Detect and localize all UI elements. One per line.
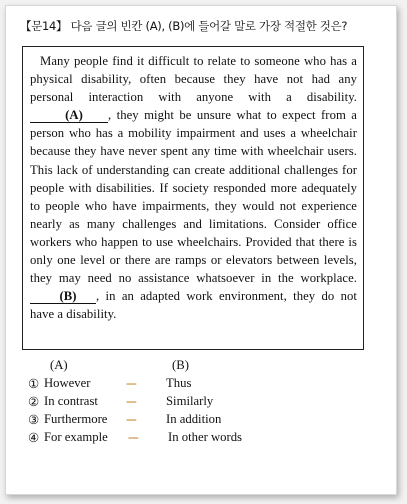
choice-b-text: In other words bbox=[168, 430, 242, 444]
choice-number: ① bbox=[28, 377, 40, 391]
choice-a-text: Furthermore bbox=[44, 412, 108, 426]
choice-b-text: In addition bbox=[166, 412, 222, 426]
choice-separator: --- bbox=[126, 376, 136, 390]
question-card bbox=[5, 5, 397, 495]
passage-part-1: Many people find it difficult to relate to someone who has a physical disability, often because they have not had any personal interaction with anyone with a disability. bbox=[30, 54, 357, 105]
choice-a-text: However bbox=[44, 376, 91, 390]
question-prompt: 【문14】 다음 글의 빈칸 (A), (B)에 들어갈 말로 가장 적절한 것은? bbox=[20, 19, 348, 33]
column-header-a: (A) bbox=[50, 358, 68, 372]
column-header-b: (B) bbox=[172, 358, 189, 372]
choice-list bbox=[28, 376, 348, 448]
choice-4[interactable] bbox=[28, 430, 348, 448]
blank-a: (A) bbox=[30, 108, 108, 123]
choice-b-text: Thus bbox=[166, 376, 192, 390]
passage-box bbox=[22, 46, 364, 350]
choice-1[interactable] bbox=[28, 376, 348, 394]
choice-a-text: In contrast bbox=[44, 394, 98, 408]
passage-text bbox=[30, 52, 357, 323]
choice-separator: --- bbox=[126, 412, 136, 426]
passage-part-3: , in an adapted work environment, they do not have a disability. bbox=[30, 289, 357, 322]
choice-3[interactable] bbox=[28, 412, 348, 430]
choice-number: ② bbox=[28, 395, 40, 409]
blank-b: (B) bbox=[30, 289, 96, 304]
choice-2[interactable] bbox=[28, 394, 348, 412]
choice-separator: --- bbox=[126, 394, 136, 408]
choice-number: ③ bbox=[28, 413, 40, 427]
passage-part-2: , they might be unsure what to expect from a person who has a mobility impairment and uses a wheelchair because they have never spent any time with wheelchair users. This lack of understanding can create additional challenges for people with disabilities. If society responded more adequately to people who have impairments, they would not experience nearly as many challenges and limitations. Consider office workers who happen to use wheelchairs. Provided that there is only one level or there are ramps or elevators between levels, they may need no assistance whatsoever in the workplace. bbox=[30, 108, 357, 286]
choice-a-text: For example bbox=[44, 430, 108, 444]
choice-number: ④ bbox=[28, 431, 40, 445]
choice-b-text: Similarly bbox=[166, 394, 214, 408]
choice-separator: --- bbox=[128, 430, 138, 444]
